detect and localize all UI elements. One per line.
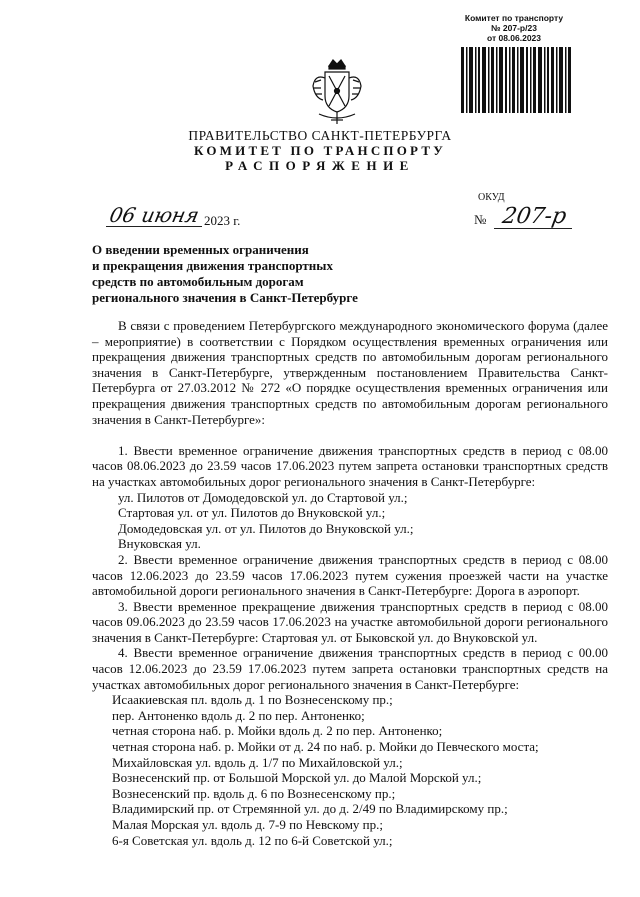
item-1-paragraph: 1. Ввести временное ограничение движения транспортных средств в период с 08.00 часов 08.06.2023 до 23.59 часов 17.06.2023 путем запрета остановки транспортных средств на участках автомобильных дорог регионального значения в Санкт-Петербурге:	[92, 442, 608, 489]
document-type-heading: РАСПОРЯЖЕНИЕ	[225, 158, 415, 173]
title-line: и прекращения движения транспортных	[92, 258, 333, 273]
paragraph-gap	[92, 427, 608, 443]
street-list-item: ул. Пилотов от Домодедовской ул. до Стартовой ул.;	[118, 489, 408, 505]
date-year: 2023 г.	[204, 213, 241, 228]
registration-stamp	[456, 13, 572, 43]
intro-paragraph: В связи с проведением Петербургского международного экономического форума (далее – мероприятие) в соответствии с Порядком осуществления временных ограничения или прекращения движения транспортных средств по автомобильным дорогам регионального значения в Санкт-Петербурге, утвержденным постановлением Правительства Санкт-Петербурга от 27.03.2012 № 272 «О порядке осуществления временных ограничения или прекращения движения транспортных средств по автомобильным дорогам регионального значения в Санкт-Петербурге»:	[92, 318, 608, 427]
item-2-paragraph: 2. Ввести временное ограничение движения транспортных средств в период с 08.00 часов 12.06.2023 до 23.59 часов 17.06.2023 путем сужения проезжей части на участке автомобильной дороги регионального значения в Санкт-Петербурге: Дорога в аэропорт.	[92, 551, 608, 599]
title-line: О введении временных ограничения	[92, 242, 309, 257]
document-body	[92, 318, 608, 848]
coat-of-arms-icon	[309, 58, 365, 126]
registration-stamp-line3: от 08.06.2023	[486, 33, 542, 43]
okud-label: ОКУД	[478, 192, 505, 203]
street-list-item: четная сторона наб. р. Мойки от д. 24 по наб. р. Мойки до Певческого моста;	[112, 739, 539, 755]
street-list-item: Михайловская ул. вдоль д. 1/7 по Михайловской ул.;	[112, 754, 403, 770]
number-label: №	[474, 212, 487, 227]
number-underline	[494, 228, 572, 229]
street-list-item: Стартовая ул. от ул. Пилотов до Внуковской ул.;	[118, 505, 386, 521]
committee-heading: КОМИТЕТ ПО ТРАНСПОРТУ	[194, 143, 446, 158]
street-list-item: пер. Антоненко вдоль д. 2 по пер. Антоненко;	[112, 707, 365, 723]
street-list-item: Домодедовская ул. от ул. Пилотов до Внуковской ул.;	[118, 520, 414, 536]
document-title	[92, 242, 392, 306]
street-list-item: четная сторона наб. р. Мойки вдоль д. 2 по пер. Антоненко;	[112, 723, 443, 739]
item-4-paragraph: 4. Ввести временное ограничение движения транспортных средств в период с 00.00 часов 12.06.2023 до 23.59 17.06.2023 путем запрета остановки транспортных средств на участках автомобильных дорог регионального значения в Санкт-Петербурге:	[92, 645, 608, 692]
handwritten-number: 207-р	[500, 204, 569, 229]
street-list-item: Вознесенский пр. вдоль д. 6 по Вознесенскому пр.;	[112, 785, 396, 801]
barcode	[461, 47, 573, 113]
street-list-item: Исаакиевская пл. вдоль д. 1 по Вознесенскому пр.;	[112, 692, 393, 708]
date-underline	[106, 226, 202, 227]
title-line: регионального значения в Санкт-Петербурге	[92, 290, 358, 305]
title-line: средств по автомобильным дорогам	[92, 274, 304, 289]
street-list-item: Малая Морская ул. вдоль д. 7-9 по Невскому пр.;	[112, 817, 383, 832]
handwritten-date: 06 июня	[107, 203, 202, 227]
registration-stamp-line2: № 207-р/23	[491, 23, 537, 33]
registration-stamp-line1: Комитет по транспорту	[464, 13, 564, 23]
street-list-item: Вознесенский пр. от Большой Морской ул. до Малой Морской ул.;	[112, 770, 482, 786]
street-list-item: Владимирский пр. от Стремянной ул. до д. 2/49 по Владимирскому пр.;	[112, 801, 508, 817]
item-3-paragraph: 3. Ввести временное прекращение движения транспортных средств в период с 08.00 часов 09.06.2023 до 23.59 часов 17.06.2023 на участке автомобильной дороги регионального значения в Санкт-Петербурге: Стартовая ул. от Быковской ул. до Внуковской ул.	[92, 598, 608, 645]
street-list-item: 6-я Советская ул. вдоль д. 12 по 6-й Советской ул.;	[112, 832, 393, 848]
street-list-item: Внуковская ул.	[118, 536, 201, 552]
government-heading: ПРАВИТЕЛЬСТВО САНКТ-ПЕТЕРБУРГА	[188, 128, 452, 143]
